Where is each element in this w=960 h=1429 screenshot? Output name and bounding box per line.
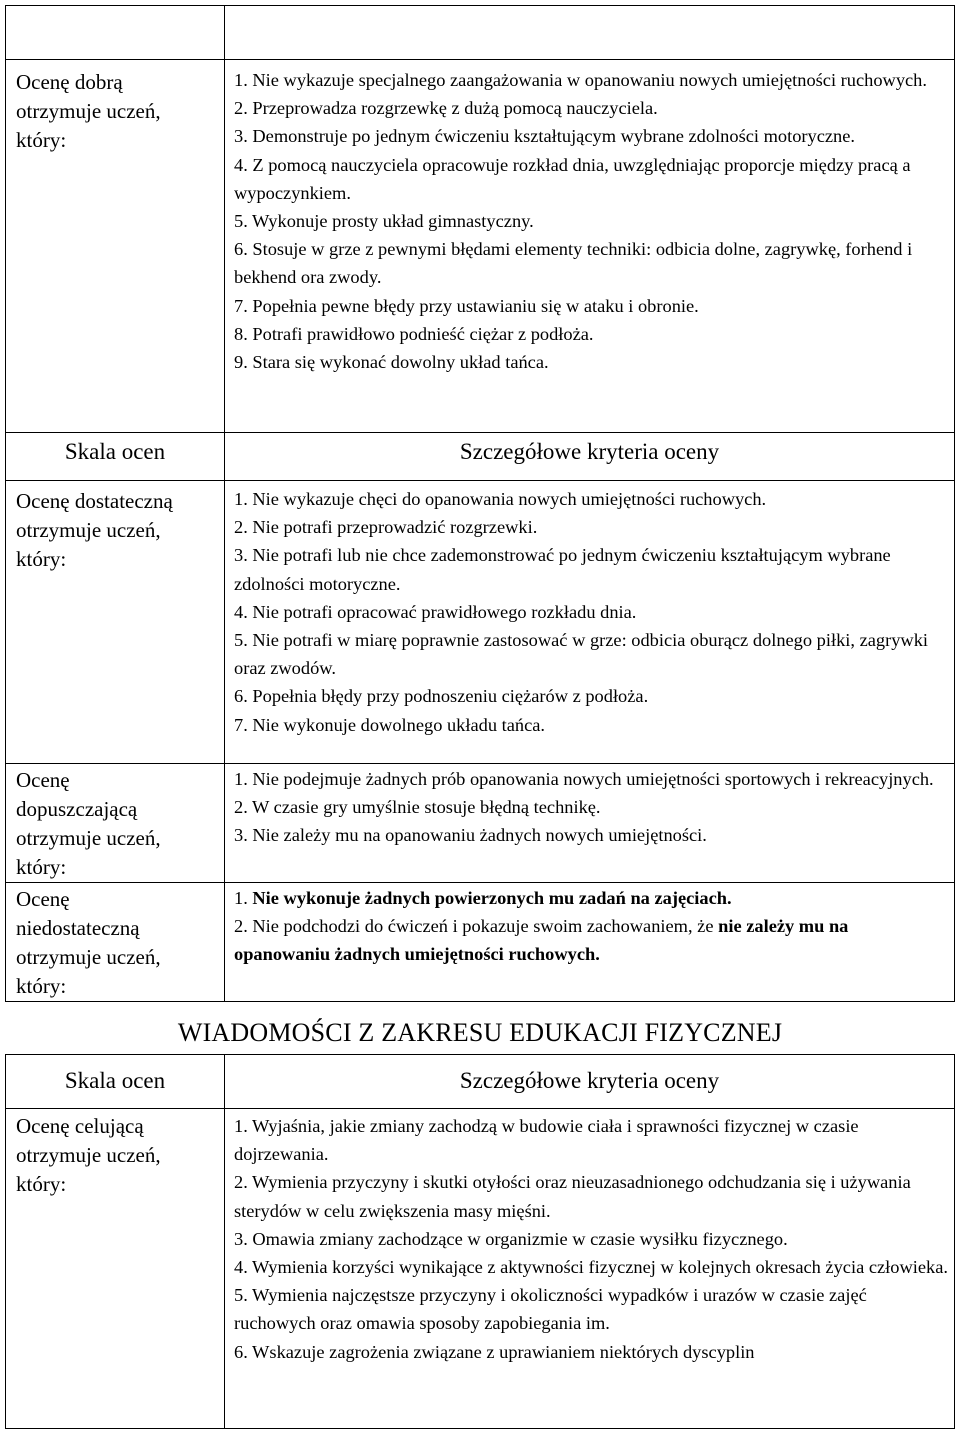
header-skala xyxy=(6,433,225,481)
label-line: niedostateczną xyxy=(16,916,140,940)
criteria-item: 2. W czasie gry umyślnie stosuje błędną technikę. xyxy=(234,797,601,818)
label-line: otrzymuje uczeń, xyxy=(16,518,161,542)
label-line: który: xyxy=(16,1172,67,1196)
empty-cell-left xyxy=(6,6,225,60)
criteria-item: 3. Nie potrafi lub nie chce zademonstrować po jednym ćwiczeniu kształtującym wybrane zdolności motoryczne. xyxy=(234,545,891,594)
label-line: dopuszczającą xyxy=(16,797,138,821)
header-skala-text: Skala ocen xyxy=(64,1068,166,1093)
label-line: otrzymuje uczeń, xyxy=(16,1143,161,1167)
label-line: otrzymuje uczeń, xyxy=(16,826,161,850)
criteria-item: 4. Wymienia korzyści wynikające z aktywności fizycznej w kolejnych okresach życia człowieka. xyxy=(234,1257,948,1278)
criteria-item: 1. Wyjaśnia, jakie zmiany zachodzą w budowie ciała i sprawności fizycznej w czasie dojrzewania. xyxy=(234,1116,859,1165)
criteria-item: 1. Nie wykazuje specjalnego zaangażowania w opanowaniu nowych umiejętności ruchowych. xyxy=(234,70,927,90)
criteria-niedostateczna xyxy=(225,883,955,1002)
header-kryteria xyxy=(225,1055,955,1109)
criteria-item: 3. Demonstruje po jednym ćwiczeniu kształtującym wybrane zdolności motoryczne. xyxy=(234,126,856,147)
criteria-item xyxy=(234,912,948,968)
criteria-item: 5. Nie potrafi w miarę poprawnie zastosować w grze: odbicia oburącz dolnego piłki, zagrywki oraz zwodów. xyxy=(234,630,929,679)
criteria-dostateczna xyxy=(225,481,955,764)
grading-table-1 xyxy=(5,5,955,1002)
grade-row-dopuszczajaca xyxy=(6,764,955,883)
criteria-celujaca xyxy=(225,1109,955,1429)
header-kryteria xyxy=(225,433,955,481)
criteria-item: 4. Nie potrafi opracować prawidłowego rozkładu dnia. xyxy=(234,601,637,622)
item-plain-text: Nie podchodzi do ćwiczeń i pokazuje swoim zachowaniem, że xyxy=(252,916,719,937)
criteria-item: 6. Stosuje w grze z pewnymi błędami elementy techniki: odbicia dolne, zagrywkę, forhend i bekhend ora zwody. xyxy=(234,239,913,288)
criteria-dobra xyxy=(225,60,955,433)
header-skala xyxy=(6,1055,225,1109)
section-title: WIADOMOŚCI Z ZAKRESU EDUKACJI FIZYCZNEJ xyxy=(177,1018,783,1047)
grade-label-niedostateczna xyxy=(6,883,225,1002)
criteria-item: 6. Wskazuje zagrożenia związane z uprawianiem niektórych dyscyplin xyxy=(234,1341,755,1362)
criteria-item: 1. Nie wykazuje chęci do opanowania nowych umiejętności ruchowych. xyxy=(234,489,767,509)
label-line: Ocenę dostateczną xyxy=(16,489,173,513)
label-line: otrzymuje uczeń, xyxy=(16,99,161,123)
criteria-item: 3. Omawia zmiany zachodzące w organizmie w czasie wysiłku fizycznego. xyxy=(234,1228,788,1249)
label-line: Ocenę xyxy=(16,768,70,792)
grade-row-dobra xyxy=(6,60,955,433)
label-line: który: xyxy=(16,855,67,879)
criteria-item: 2. Nie potrafi przeprowadzić rozgrzewki. xyxy=(234,517,538,538)
grade-row-dostateczna xyxy=(6,481,955,764)
grade-label-dostateczna xyxy=(6,481,225,764)
label-line: otrzymuje uczeń, xyxy=(16,945,161,969)
label-line: Ocenę dobrą xyxy=(16,70,123,94)
criteria-item: 2. Wymienia przyczyny i skutki otyłości oraz nieuzasadnionego odchudzania się i używania sterydów w celu zwiększenia masy mięśni. xyxy=(234,1172,911,1221)
empty-top-row xyxy=(6,6,955,60)
item-bold-text: Nie wykonuje żadnych powierzonych mu zadań na zajęciach. xyxy=(252,888,732,908)
label-line: Ocenę xyxy=(16,887,70,911)
header-row xyxy=(6,433,955,481)
grading-table-2 xyxy=(5,1054,955,1429)
grade-label-dopuszczajaca xyxy=(6,764,225,883)
header-kryteria-text: Szczegółowe kryteria oceny xyxy=(459,1068,720,1093)
grade-label-celujaca xyxy=(6,1109,225,1429)
item-bold-text: nie zależy mu na opanowaniu żadnych umiejętności ruchowych. xyxy=(234,916,849,965)
label-line: który: xyxy=(16,974,67,998)
header-row xyxy=(6,1055,955,1109)
grade-label-dobra xyxy=(6,60,225,433)
criteria-item: 2. Przeprowadza rozgrzewkę z dużą pomocą nauczyciela. xyxy=(234,98,658,119)
criteria-item: 1. Nie podejmuje żadnych prób opanowania nowych umiejętności sportowych i rekreacyjnych. xyxy=(234,769,934,789)
label-line: który: xyxy=(16,547,67,571)
header-kryteria-text: Szczegółowe kryteria oceny xyxy=(459,439,720,464)
label-line: który: xyxy=(16,128,67,152)
item-number: 2. xyxy=(234,916,253,937)
label-line: Ocenę celującą xyxy=(16,1114,144,1138)
criteria-item: 8. Potrafi prawidłowo podnieść ciężar z podłoża. xyxy=(234,323,594,344)
empty-cell-right xyxy=(225,6,955,60)
criteria-item: 4. Z pomocą nauczyciela opracowuje rozkład dnia, uwzględniając proporcje między pracą a wypoczynkiem. xyxy=(234,154,911,203)
criteria-item: 9. Stara się wykonać dowolny układ tańca. xyxy=(234,352,549,373)
item-number: 1. xyxy=(234,888,253,908)
criteria-item: 7. Popełnia pewne błędy przy ustawianiu się w ataku i obronie. xyxy=(234,295,699,316)
criteria-item xyxy=(234,884,948,912)
criteria-item: 6. Popełnia błędy przy podnoszeniu ciężarów z podłoża. xyxy=(234,686,649,707)
criteria-dopuszczajaca xyxy=(225,764,955,883)
criteria-item: 3. Nie zależy mu na opanowaniu żadnych nowych umiejętności. xyxy=(234,825,707,846)
criteria-item: 7. Nie wykonuje dowolnego układu tańca. xyxy=(234,714,546,735)
grade-row-niedostateczna xyxy=(6,883,955,1002)
header-skala-text: Skala ocen xyxy=(64,439,166,464)
grade-row-celujaca xyxy=(6,1109,955,1429)
criteria-item: 5. Wykonuje prosty układ gimnastyczny. xyxy=(234,211,534,232)
criteria-item: 5. Wymienia najczęstsze przyczyny i okoliczności wypadków i urazów w czasie zajęć ruchowych oraz omawia sposoby zapobiegania im. xyxy=(234,1285,867,1334)
